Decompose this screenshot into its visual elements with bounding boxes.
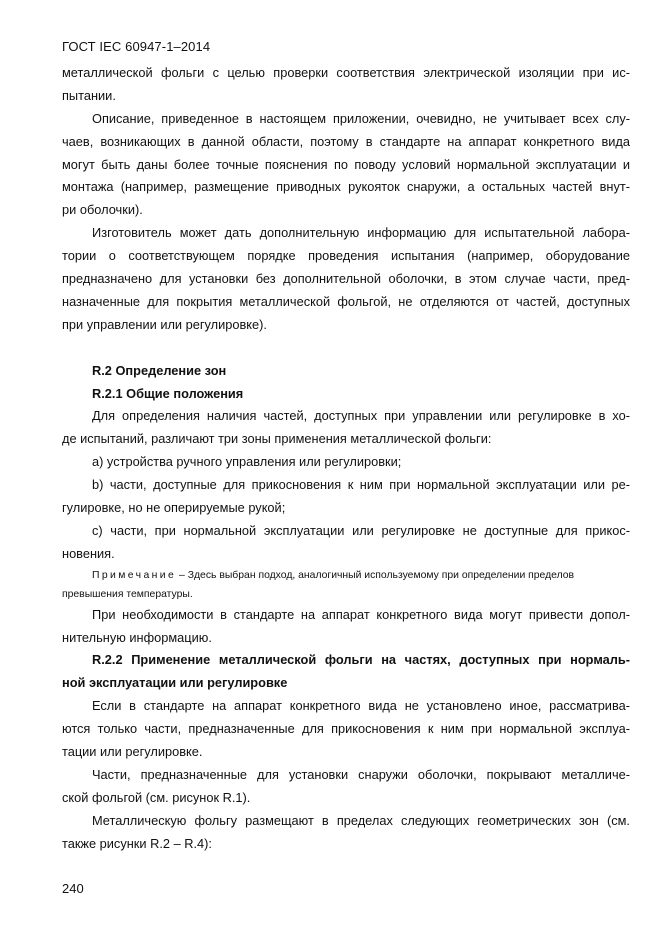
text-line: Изготовитель может дать дополнительную информацию для испытательной лабора- xyxy=(92,225,630,241)
note-text: превышения температуры. xyxy=(62,588,193,600)
note xyxy=(62,566,630,585)
text-line: пытании. xyxy=(62,87,116,103)
text-line: также рисунки R.2 – R.4): xyxy=(62,835,212,851)
text-line: тации или регулировке. xyxy=(62,744,203,760)
subsection-heading: ной эксплуатации или регулировке xyxy=(62,675,288,691)
section-heading: R.2 Определение зон xyxy=(92,362,227,378)
text-line: ются только части, предназначенные для прикосновения к ним при нормальной эксплуа- xyxy=(62,721,630,737)
page-body xyxy=(62,62,630,856)
note-text: – Здесь выбран подход, аналогичный используемому при определении пределов xyxy=(176,569,575,581)
list-item-c: с) части, при нормальной эксплуатации или регулировке не доступные для прикос- xyxy=(92,522,630,538)
text-line: чаев, возникающих в данной области, поэтому в стандарте на аппарат конкретного вида xyxy=(62,133,630,149)
text-line: гулировке, но не оперируемые рукой; xyxy=(62,500,286,516)
text-line: назначенные для покрытия металлической фольгой, не отделяются от частей, доступных xyxy=(62,293,630,309)
note-label: Примечание xyxy=(92,569,177,581)
document-header: ГОСТ IEC 60947-1–2014 xyxy=(62,39,211,54)
text-line: Для определения наличия частей, доступных при управлении или регулировке в хо- xyxy=(92,408,630,424)
list-item-a: а) устройства ручного управления или регулировки; xyxy=(92,454,402,470)
text-line: нительную информацию. xyxy=(62,629,212,645)
list-item-b: b) части, доступные для прикосновения к ним при нормальной эксплуатации или ре- xyxy=(92,477,630,493)
text-line: Металлическую фольгу размещают в пределах следующих геометрических зон (см. xyxy=(92,812,630,828)
text-line: тории о соответствующем порядке проведения испытания (например, оборудование xyxy=(62,248,630,264)
text-line: ской фольгой (см. рисунок R.1). xyxy=(62,789,251,805)
text-line: новения. xyxy=(62,545,115,561)
text-line: металлической фольги с целью проверки соответствия электрической изоляции при ис- xyxy=(62,65,630,80)
text-line: де испытаний, различают три зоны применения металлической фольги: xyxy=(62,431,492,447)
subsection-heading: R.2.2 Применение металлической фольги на частях, доступных при нормаль- xyxy=(92,652,630,668)
text-line: ри оболочки). xyxy=(62,202,143,218)
text-line: предназначено для установки без дополнительной оболочки, в этом случае части, пред- xyxy=(62,271,630,287)
text-line: При необходимости в стандарте на аппарат конкретного вида могут привести допол- xyxy=(92,606,630,622)
text-line: Части, предназначенные для установки снаружи оболочки, покрывают металличе- xyxy=(92,766,630,782)
paragraph-spacer xyxy=(62,337,630,360)
text-line: Описание, приведенное в настоящем приложении, очевидно, не учитывает всех слу- xyxy=(92,110,630,126)
text-line: монтажа (например, размещение приводных рукояток снаружи, а остальных частей внут- xyxy=(62,179,630,195)
subsection-heading: R.2.1 Общие положения xyxy=(92,385,244,401)
page-number: 240 xyxy=(62,881,84,896)
text-line: могут быть даны более точные пояснения по поводу условий нормальной эксплуатации и xyxy=(62,156,630,172)
text-line: при управлении или регулировке). xyxy=(62,316,267,332)
text-line: Если в стандарте на аппарат конкретного вида не установлено иное, рассматрива- xyxy=(92,698,630,714)
